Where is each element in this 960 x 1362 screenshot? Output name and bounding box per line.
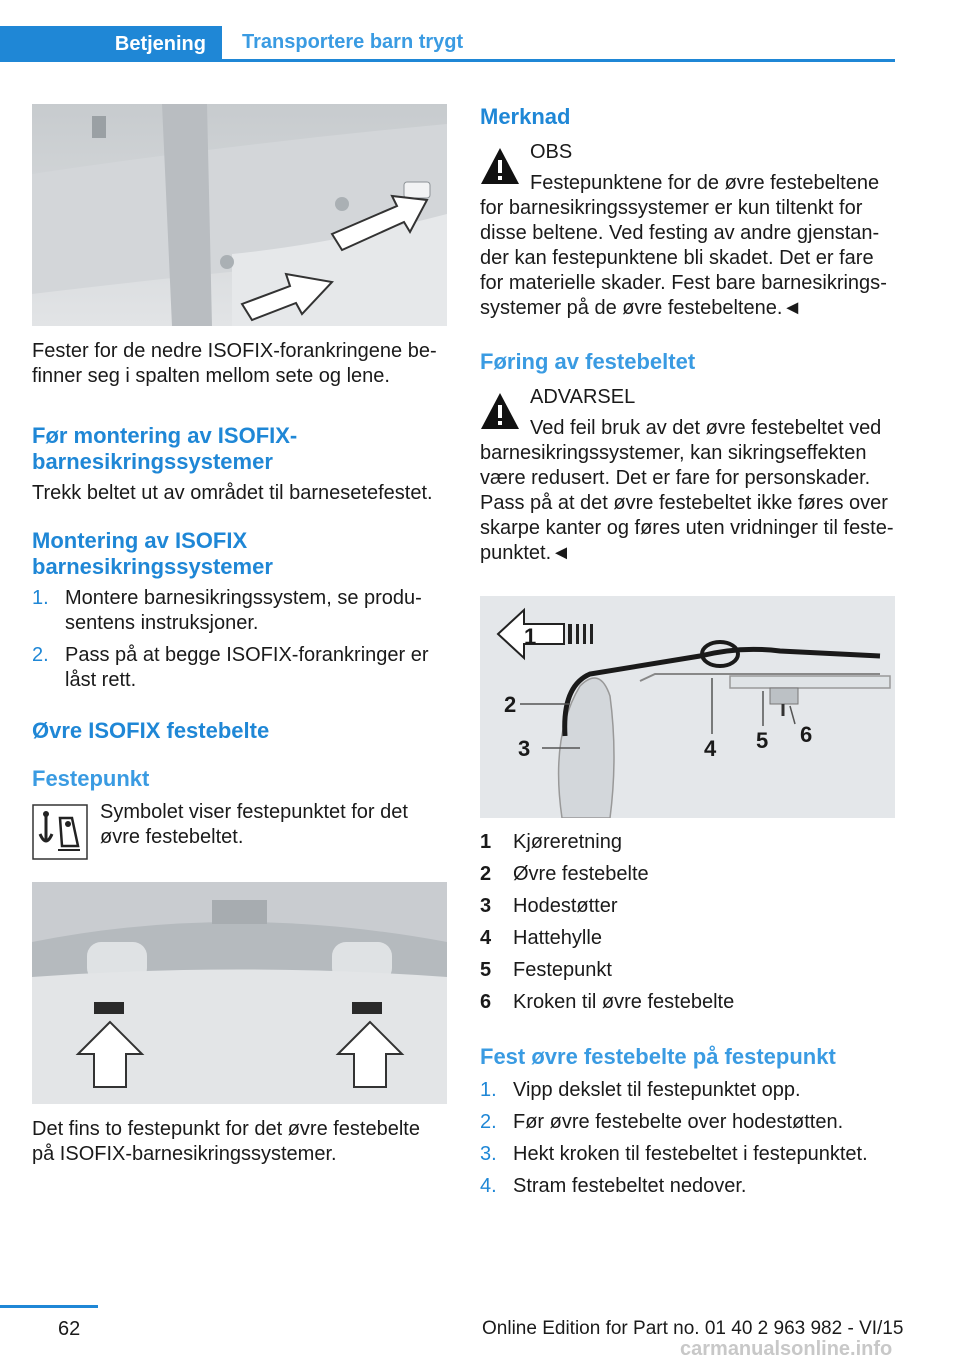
list-item: 1. Vipp dekslet til festepunktet opp. <box>480 1079 801 1101</box>
diagram-label-1: 1 <box>524 624 537 649</box>
legend-row: 6 Kroken til øvre festebelte <box>480 991 735 1013</box>
note-block <box>480 140 895 321</box>
edition-text: Online Edition for Part no. 01 40 2 963 982 - VI/15 <box>482 1318 904 1339</box>
page-header <box>0 0 960 64</box>
mounting-steps-list <box>32 586 447 693</box>
symbol-block <box>32 800 447 860</box>
note-label: OBS <box>530 141 573 163</box>
diagram-label-4: 4 <box>704 736 717 761</box>
subsection-anchor-point-title: Festepunkt <box>32 766 150 791</box>
left-column <box>32 104 447 1167</box>
list-item: 4. Stram festebeltet nedover. <box>480 1175 747 1197</box>
photo1-caption: Fester for de nedre ISOFIX-forankringene befinner seg i spalten mellom sete og lene. <box>32 340 437 387</box>
warning-block <box>480 385 895 566</box>
footer-rule <box>0 1305 98 1308</box>
legend-row: 5 Festepunkt <box>480 959 612 981</box>
routing-diagram-illustration <box>480 596 895 818</box>
upper-anchor-points-photo <box>32 882 447 1104</box>
warning-first-line: Ved feil bruk av det øvre festebeltet ved <box>530 417 882 439</box>
warning-label: ADVARSEL <box>530 386 636 408</box>
diagram-label-5: 5 <box>756 728 769 753</box>
legend-row: 3 Hodestøtter <box>480 895 618 917</box>
diagram-legend <box>480 826 895 1018</box>
fasten-steps-list <box>480 1078 895 1199</box>
tab-betjening[interactable]: Betjening <box>0 26 222 62</box>
right-column <box>480 104 895 1206</box>
belt-routing-title: Føring av festebeltet <box>480 349 696 374</box>
fasten-tether-title: Fest øvre festebelte på festepunkt <box>480 1044 836 1069</box>
section-before-mounting-title: Før montering av ISOFIX-barnesikringssystemer <box>32 423 298 474</box>
legend-row: 1 Kjøreretning <box>480 831 622 853</box>
legend-row: 2 Øvre festebelte <box>480 863 649 885</box>
rear-seat-photo-illustration <box>32 882 447 1104</box>
isofix-lower-anchor-photo <box>32 104 447 326</box>
warning-text: barnesikringssystemer, kan sikringseffekten være redusert. Det er fare for personskader. Pass på at det øvre festebeltet ikke føres over skarpe kanter og føres uten vridninger til festepunktet.◄ <box>480 442 894 564</box>
photo2-caption: Det fins to festepunkt for det øvre festebelte på ISOFIX-barnesikringssystemer. <box>32 1118 420 1165</box>
list-item: 3. Hekt kroken til festebeltet i festepunktet. <box>480 1143 868 1165</box>
site-watermark: carmanualsonline.info <box>680 1338 893 1360</box>
list-item: 1. Montere barnesikringssystem, se produsentens instruksjoner. <box>32 587 422 634</box>
page-number: 62 <box>58 1318 81 1340</box>
tab-section-title[interactable]: Transportere barn trygt <box>222 26 895 62</box>
symbol-description: Symbolet viser festepunktet for det øvre festebeltet. <box>100 801 408 848</box>
child-seat-anchor-icon <box>32 804 88 860</box>
section-upper-isofix-title: Øvre ISOFIX festebelte <box>32 718 270 743</box>
note-text: for barnesikringssystemer er kun tiltenkt for disse beltene. Ved festing av andre gjenstander kan festepunktene bli skadet. Det er fare for materielle skader. Fest bare barnesikringssystemer på de øvre festebeltene.◄ <box>480 197 887 319</box>
section-before-mounting-text: Trekk beltet ut av området til barnesetefestet. <box>32 482 433 504</box>
list-item: 2. Pass på at begge ISOFIX-forankringer er låst rett. <box>32 644 429 691</box>
seat-photo-illustration <box>32 104 447 326</box>
section-mounting-title: Montering av ISOFIX barnesikringssystemer <box>32 528 273 579</box>
diagram-label-6: 6 <box>800 722 813 747</box>
warning-triangle-icon <box>480 146 520 186</box>
note-first-line: Festepunktene for de øvre festebeltene <box>530 172 880 194</box>
list-item: 2. Før øvre festebelte over hodestøtten. <box>480 1111 844 1133</box>
diagram-label-3: 3 <box>518 736 531 761</box>
note-title: Merknad <box>480 104 571 129</box>
diagram-label-2: 2 <box>504 692 517 717</box>
tether-routing-diagram <box>480 596 895 818</box>
legend-row: 4 Hattehylle <box>480 927 602 949</box>
warning-triangle-icon <box>480 391 520 431</box>
